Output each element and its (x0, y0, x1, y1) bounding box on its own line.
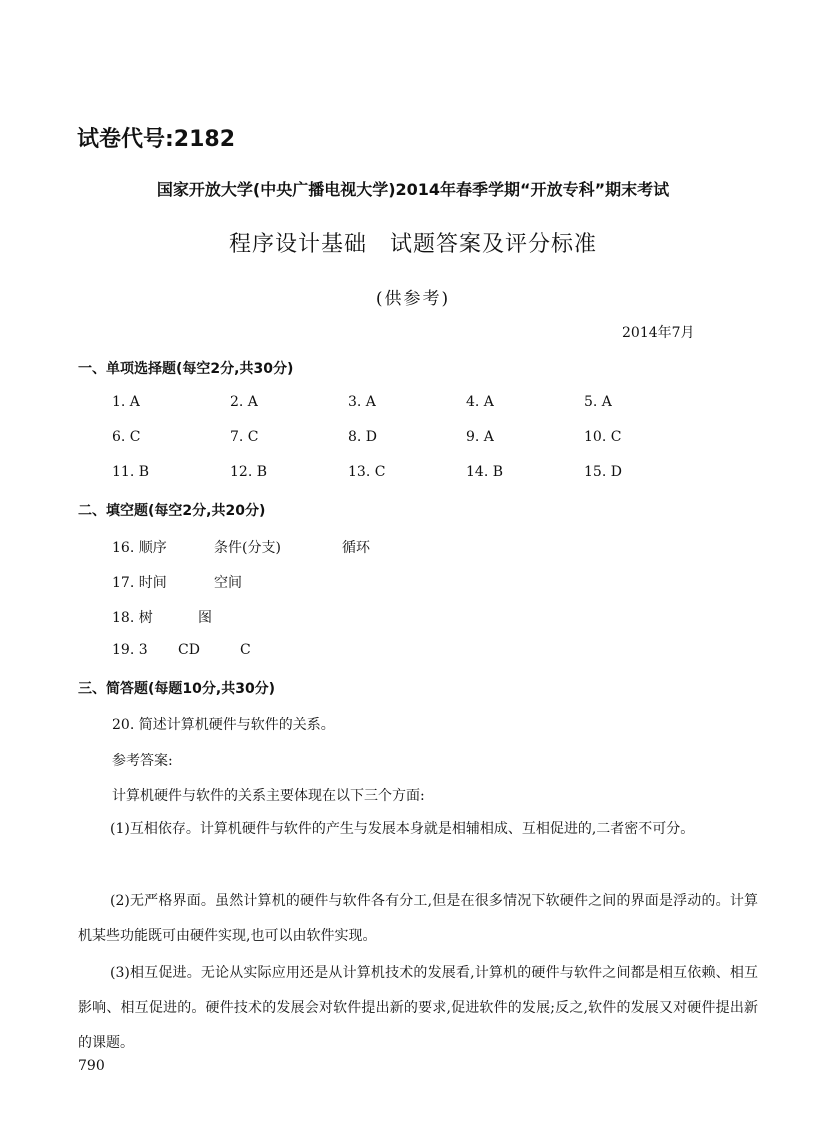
fill-16-b: 条件(分支) (214, 540, 281, 556)
fill-18-b: 图 (198, 610, 212, 626)
answer-13: 13. C (348, 464, 386, 480)
answer-14: 14. B (466, 464, 504, 480)
answer-2: 2. A (230, 394, 258, 410)
answer-point-2: (2)无严格界面。虽然计算机的硬件与软件各有分工,但是在很多情况下软硬件之间的界面是浮动的。计算机某些功能既可由硬件实现,也可以由软件实现。 (78, 893, 758, 944)
fill-19-b: CD (178, 642, 200, 658)
exam-title: 国家开放大学(中央广播电视大学)2014年春季学期“开放专科”期末考试 (156, 180, 670, 199)
fill-18-a: 18. 树 (112, 610, 153, 626)
paper-code: 试卷代号:2182 (77, 127, 236, 152)
fill-19-c: C (240, 642, 251, 658)
question-20: 20. 简述计算机硬件与软件的关系。 (112, 717, 335, 733)
answer-5: 5. A (584, 394, 612, 410)
page-number: 790 (78, 1058, 105, 1074)
fill-19-a: 19. 3 (112, 642, 148, 658)
answer-10: 10. C (584, 429, 622, 445)
answer-7: 7. C (230, 429, 259, 445)
answer-12: 12. B (230, 464, 268, 480)
fill-16-a: 16. 顺序 (112, 540, 167, 556)
exam-date: 2014年7月 (622, 325, 695, 341)
answer-4: 4. A (466, 394, 494, 410)
section3-heading: 三、简答题(每题10分,共30分) (78, 681, 276, 697)
answer-9: 9. A (466, 429, 494, 445)
answer-8: 8. D (348, 429, 378, 445)
reference-note: (供参考) (375, 289, 451, 309)
fill-16-c: 循环 (342, 540, 370, 556)
answer-point-1: (1)互相依存。计算机硬件与软件的产生与发展本身就是相辅相成、互相促进的,二者密不可分。 (110, 821, 695, 837)
section2-heading: 二、填空题(每空2分,共20分) (78, 503, 266, 519)
answer-1: 1. A (112, 394, 140, 410)
answer-6: 6. C (112, 429, 141, 445)
answer-15: 15. D (584, 464, 622, 480)
fill-17-b: 空间 (214, 575, 242, 591)
subject-title: 程序设计基础 试题答案及评分标准 (228, 232, 597, 257)
fill-17-a: 17. 时间 (112, 575, 167, 591)
answer-label: 参考答案: (112, 753, 173, 769)
answer-3: 3. A (348, 394, 376, 410)
answer-point-3: (3)相互促进。无论从实际应用还是从计算机技术的发展看,计算机的硬件与软件之间都是相互依赖、相互影响、相互促进的。硬件技术的发展会对软件提出新的要求,促进软件的发展;反之,软件的发展又对硬件提出新的课题。 (78, 965, 758, 1051)
answer-11: 11. B (112, 464, 150, 480)
answer-intro: 计算机硬件与软件的关系主要体现在以下三个方面: (112, 788, 425, 804)
section1-heading: 一、单项选择题(每空2分,共30分) (78, 361, 294, 377)
